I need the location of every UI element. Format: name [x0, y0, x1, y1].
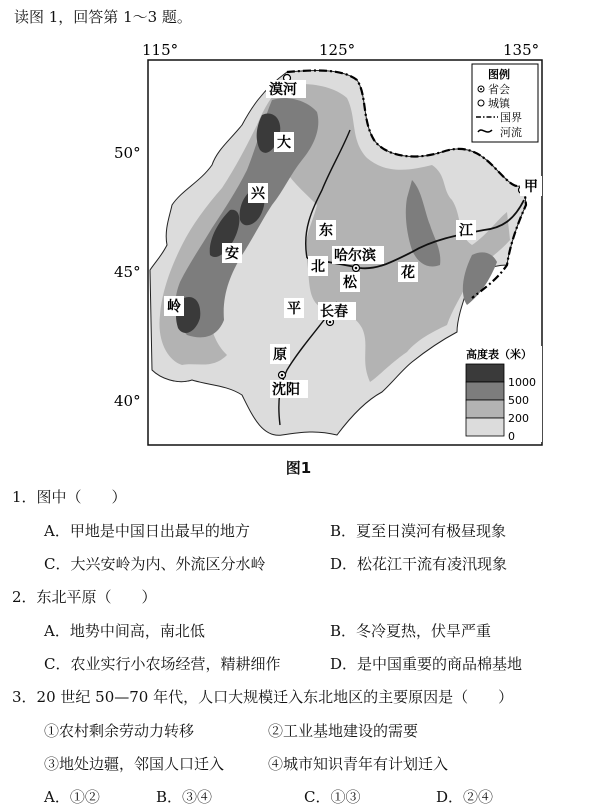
label-shenyang: 沈阳 — [272, 382, 300, 398]
label-an: 安 — [225, 246, 239, 262]
question-2-option-b[interactable]: B．冬冷夏热，伏旱严重 — [330, 622, 492, 640]
legend-town: 城镇 — [488, 97, 510, 110]
label-mohe: 漠河 — [269, 82, 297, 98]
legend-town-symbol — [478, 100, 484, 106]
northeast-china-map — [112, 40, 552, 460]
label-hua: 花 — [401, 265, 415, 281]
elevation-swatch-plain — [466, 418, 504, 436]
elevation-swatch-low — [466, 400, 504, 418]
elevation-scale — [464, 346, 542, 443]
question-3-stem: 3．20 世纪 50—70 年代，人口大规模迁入东北地区的主要原因是（ ） — [12, 688, 514, 706]
label-jia: 甲 — [524, 179, 538, 195]
question-3-option-a[interactable]: A．①② — [44, 788, 100, 806]
label-bei: 北 — [311, 259, 325, 275]
label-changchun: 长春 — [320, 304, 348, 320]
elevation-swatch-high — [466, 364, 504, 382]
question-1-option-c[interactable]: C．大兴安岭为内、外流区分水岭 — [44, 555, 266, 573]
label-dong: 东 — [319, 223, 333, 239]
elevation-swatch-mid — [466, 382, 504, 400]
question-3-item-2: ②工业基地建设的需要 — [268, 722, 419, 740]
lon-label-115: 115° — [142, 41, 179, 59]
lon-label-135: 135° — [503, 41, 540, 59]
elevation-title: 高度表（米） — [466, 348, 532, 361]
question-3-option-d[interactable]: D．②④ — [436, 788, 494, 806]
legend-capital: 省会 — [488, 83, 510, 96]
label-ping: 平 — [287, 301, 301, 317]
question-1-option-a[interactable]: A．甲地是中国日出最早的地方 — [44, 522, 250, 540]
label-jiang: 江 — [459, 223, 473, 239]
legend-river: 河流 — [500, 126, 522, 139]
legend-title: 图例 — [488, 68, 510, 81]
question-1-option-d[interactable]: D．松花江干流有凌汛现象 — [330, 555, 508, 573]
question-3-option-c[interactable]: C．①③ — [304, 788, 361, 806]
elevation-level-200: 200 — [508, 412, 529, 425]
label-harbin: 哈尔滨 — [334, 248, 376, 264]
lat-label-50: 50° — [114, 144, 141, 162]
label-ling: 岭 — [167, 299, 181, 315]
label-da: 大 — [277, 135, 291, 151]
question-3-item-3: ③地处边疆，邻国人口迁入 — [44, 755, 225, 773]
city-shenyang-dot — [281, 374, 284, 377]
question-3-option-b[interactable]: B．③④ — [156, 788, 213, 806]
question-2-option-d[interactable]: D．是中国重要的商品棉基地 — [330, 655, 523, 673]
question-2-stem: 2．东北平原（ ） — [12, 588, 157, 606]
question-2-option-c[interactable]: C．农业实行小农场经营，精耕细作 — [44, 655, 281, 673]
legend-border: 国界 — [500, 111, 522, 124]
elevation-level-1000: 1000 — [508, 376, 536, 389]
city-harbin-dot — [355, 267, 358, 270]
question-3-item-4: ④城市知识青年有计划迁入 — [268, 755, 449, 773]
question-1-stem: 1．图中（ ） — [12, 488, 127, 506]
map-legend — [472, 64, 538, 142]
lat-label-45: 45° — [114, 263, 141, 281]
question-2-option-a[interactable]: A．地势中间高，南北低 — [44, 622, 205, 640]
question-1-option-b[interactable]: B．夏至日漠河有极昼现象 — [330, 522, 507, 540]
question-3-item-1: ①农村剩余劳动力转移 — [44, 722, 195, 740]
elevation-level-0: 0 — [508, 430, 515, 443]
figure-caption: 图1 — [285, 459, 312, 477]
lat-label-40: 40° — [114, 392, 141, 410]
lon-label-125: 125° — [319, 41, 356, 59]
label-yuan: 原 — [273, 347, 287, 363]
city-changchun-dot — [329, 321, 332, 324]
elevation-level-500: 500 — [508, 394, 529, 407]
label-song: 松 — [343, 275, 357, 291]
intro-text: 读图 1，回答第 1～3 题。 — [14, 8, 192, 26]
label-xing: 兴 — [251, 186, 265, 202]
